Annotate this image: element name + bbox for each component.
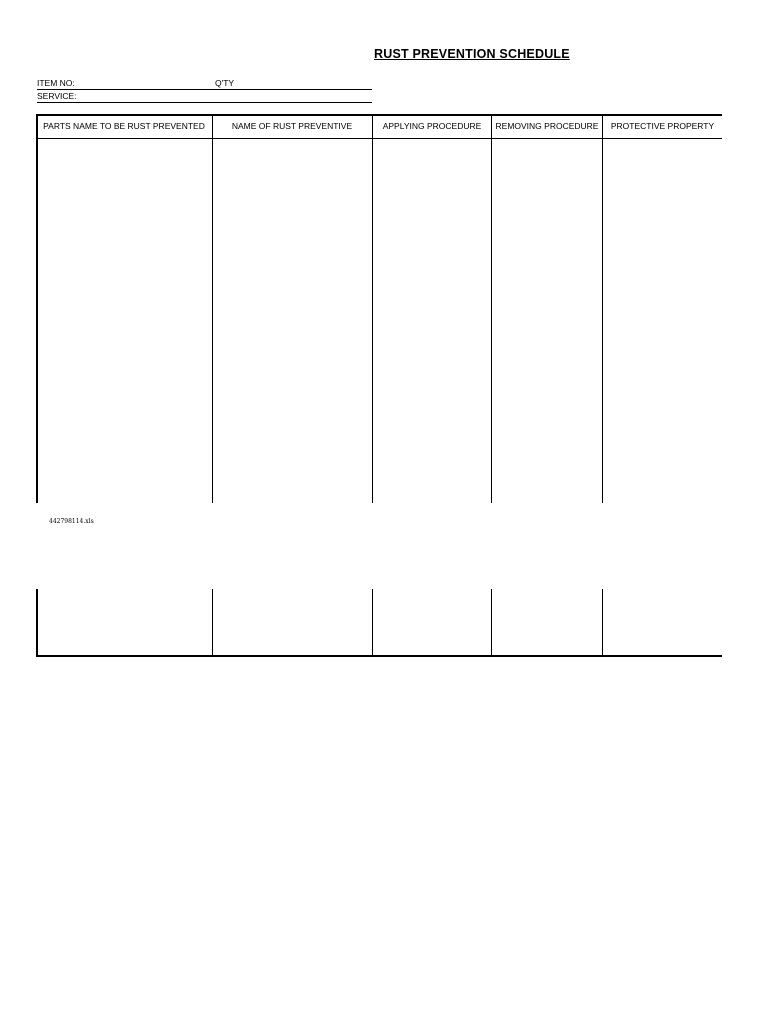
- document-title: RUST PREVENTION SCHEDULE: [374, 47, 570, 61]
- column-divider: [602, 589, 603, 656]
- service-row: [37, 90, 372, 103]
- table-left-border: [36, 589, 38, 656]
- column-divider: [491, 589, 492, 656]
- item-no-row: [37, 77, 372, 90]
- table-left-border: [36, 115, 38, 503]
- column-divider: [372, 115, 373, 503]
- column-header-parts-name: PARTS NAME TO BE RUST PREVENTED: [43, 120, 205, 131]
- column-divider: [491, 115, 492, 503]
- column-divider: [602, 115, 603, 503]
- column-divider: [212, 589, 213, 656]
- column-header-rust-preventive: NAME OF RUST PREVENTIVE: [231, 120, 353, 131]
- column-divider: [372, 589, 373, 656]
- table-header-divider: [36, 138, 722, 139]
- column-header-removing-procedure: REMOVING PROCEDURE: [495, 120, 599, 131]
- table-bottom-border: [36, 655, 722, 657]
- column-divider: [212, 115, 213, 503]
- item-no-label: ITEM NO:: [37, 78, 75, 88]
- service-label: SERVICE:: [37, 91, 77, 101]
- column-header-protective-property: PROTECTIVE PROPERTY: [610, 120, 715, 131]
- qty-label: Q'TY: [215, 78, 235, 88]
- column-header-applying-procedure: APPLYING PROCEDURE: [382, 120, 482, 131]
- file-reference: 442798114.xls: [49, 518, 94, 525]
